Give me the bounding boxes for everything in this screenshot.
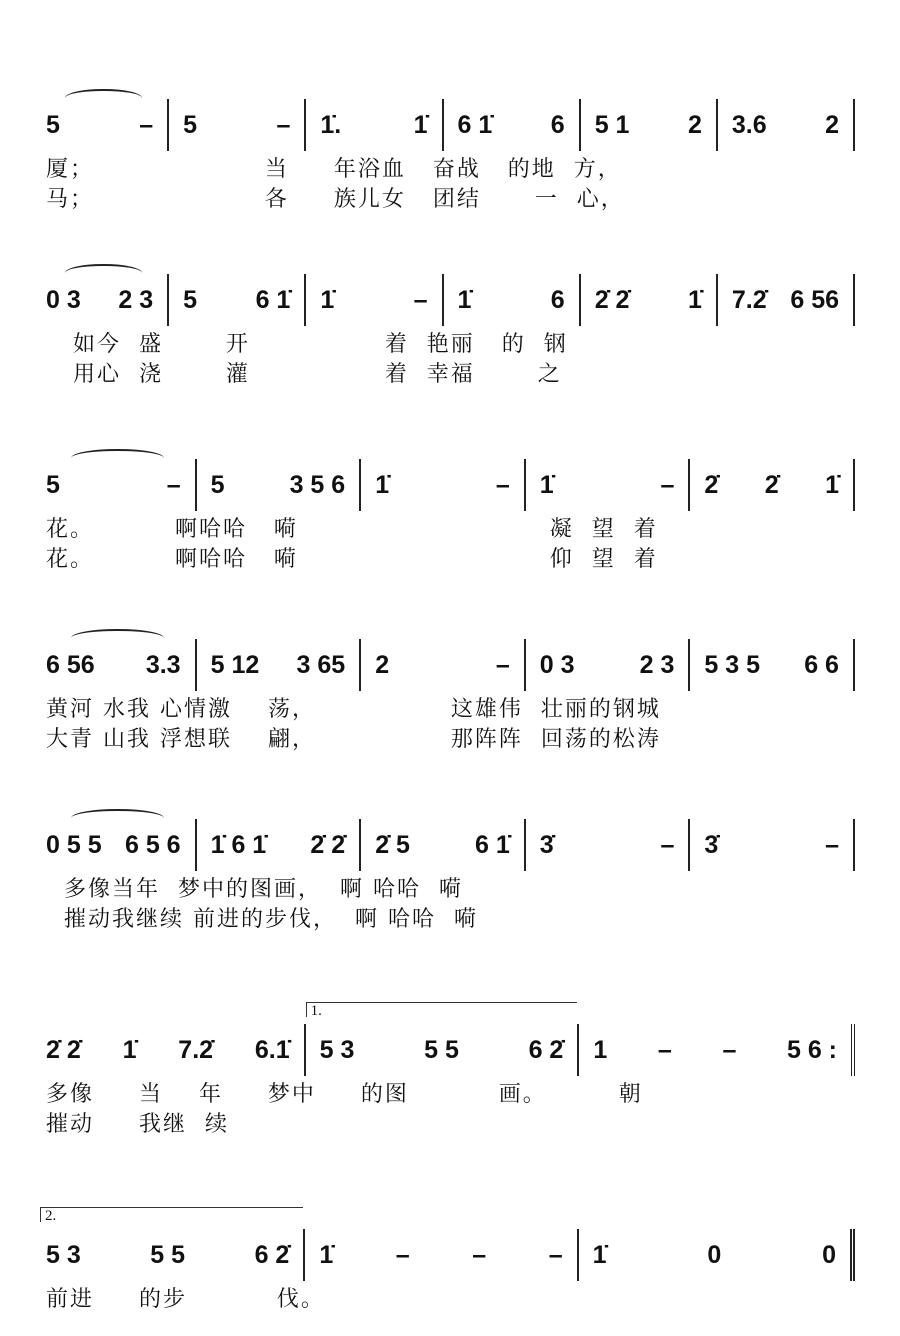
note: 1̇ — [319, 1240, 334, 1269]
measure — [197, 639, 362, 691]
measure — [305, 1229, 578, 1281]
note: 5 6 : — [786, 1035, 838, 1064]
measure — [690, 639, 855, 691]
lyric-line: 摧动我继续 前进的步伐， 啊 哈哈 嗬 — [46, 907, 478, 932]
slur — [71, 449, 164, 467]
note: 5 3 — [46, 1240, 81, 1269]
notation-line — [40, 270, 855, 330]
measure — [361, 819, 526, 871]
note: 2̇ — [764, 470, 779, 499]
measure — [718, 274, 855, 326]
note: 3 65 — [296, 650, 346, 679]
note: 2̇ 2̇ — [310, 830, 346, 859]
lyric-line: 多像当年 梦中的图画， 啊 哈哈 嗬 — [46, 877, 463, 902]
notation-line — [40, 1003, 855, 1080]
note: 2 — [825, 110, 840, 139]
note: – — [660, 830, 675, 859]
note: 6 — [550, 285, 565, 314]
note: 5 5 — [150, 1240, 186, 1269]
lyric-line: 摧动 我继 续 — [46, 1112, 229, 1137]
note: 0 5 5 — [46, 830, 102, 859]
note: – — [276, 110, 291, 139]
note: 6 2̇ — [528, 1035, 564, 1064]
measure — [718, 99, 855, 151]
note: 2 3 — [639, 650, 675, 679]
note: 1̇ 6 1̇ — [210, 830, 267, 859]
note: 5 12 — [210, 650, 260, 679]
measure — [169, 274, 306, 326]
measure — [690, 459, 855, 511]
measure — [526, 819, 691, 871]
note: 6 56 — [46, 650, 95, 679]
note: 1̇ — [539, 470, 554, 499]
measure — [40, 99, 169, 151]
measure — [40, 1024, 306, 1076]
note: – — [657, 1035, 672, 1064]
note: 1̇ — [375, 470, 390, 499]
note: – — [825, 830, 839, 859]
slur — [71, 809, 164, 827]
note: – — [548, 1240, 563, 1269]
note: 5 — [183, 110, 198, 139]
notation-line — [40, 1208, 855, 1285]
note: 3̇ — [704, 830, 719, 859]
note: 6.1̇ — [254, 1035, 290, 1064]
note: 5 1 — [594, 110, 630, 139]
measure — [169, 99, 306, 151]
measure — [579, 1024, 855, 1076]
score-system — [40, 455, 855, 575]
note: 3.6 — [731, 110, 767, 139]
measure — [40, 639, 197, 691]
note: 2̇ 2̇ — [46, 1035, 81, 1064]
note: 6 2̇ — [254, 1240, 290, 1269]
note: 5 — [46, 110, 60, 139]
slur — [65, 89, 141, 107]
measure — [581, 274, 718, 326]
lyric-line: 马； 各 族儿女 团结 一 心， — [46, 187, 625, 212]
note: 6 1̇ — [457, 110, 493, 139]
measure — [306, 274, 443, 326]
note: – — [495, 650, 510, 679]
lyric-line: 用心 浇 灌 着 幸福 之 — [46, 362, 562, 387]
measure — [40, 274, 169, 326]
volta-bracket: 1. — [306, 1002, 578, 1017]
note: – — [722, 1035, 737, 1064]
measure — [361, 459, 526, 511]
note: 5 — [183, 285, 198, 314]
measure — [197, 819, 362, 871]
measure — [40, 459, 197, 511]
score-system — [40, 1208, 855, 1315]
note: 5 5 — [424, 1035, 459, 1064]
notation-line — [40, 815, 855, 875]
measure — [306, 99, 443, 151]
note: 6 56 — [790, 285, 840, 314]
notation-line — [40, 635, 855, 695]
lyric-line: 前进 的步 伐。 — [46, 1287, 325, 1312]
note: 3̇ — [539, 830, 554, 859]
note: – — [395, 1240, 410, 1269]
measure — [197, 459, 362, 511]
slur — [71, 629, 164, 647]
note: 2 3 — [118, 285, 154, 314]
note: 1 — [593, 1035, 608, 1064]
note: – — [166, 470, 181, 499]
measure — [306, 1003, 580, 1076]
score-system — [40, 95, 855, 215]
note: 1̇ — [457, 285, 472, 314]
measure — [526, 459, 691, 511]
measure — [690, 819, 855, 871]
lyric-line: 如今 盛 开 着 艳丽 的 钢 — [46, 332, 568, 357]
lyric-line: 厦； 当 年浴血 奋战 的地 方， — [46, 157, 622, 182]
note: 3.3 — [145, 650, 181, 679]
note: 2̇ 5 — [375, 830, 410, 859]
note: 6 1̇ — [475, 830, 510, 859]
lyric-line: 花。 啊哈哈 嗬 仰 望 着 — [46, 547, 658, 572]
note: 2 — [375, 650, 390, 679]
measure — [361, 639, 526, 691]
notation-line — [40, 95, 855, 155]
note: – — [472, 1240, 487, 1269]
lyric-line: 多像 当 年 梦中 的图 画。 朝 — [46, 1082, 643, 1107]
note: 0 — [822, 1240, 836, 1269]
note: 5 — [210, 470, 225, 499]
notation-line — [40, 455, 855, 515]
note: 1̇ — [122, 1035, 137, 1064]
note: 5 3 — [319, 1035, 355, 1064]
note: 0 3 — [46, 285, 81, 314]
note: 2 — [687, 110, 702, 139]
note: 0 — [707, 1240, 722, 1269]
note: – — [413, 285, 428, 314]
slur — [65, 264, 141, 282]
measure — [444, 99, 581, 151]
score-system — [40, 815, 855, 935]
volta-bracket: 2. — [40, 1207, 303, 1222]
score-system — [40, 1003, 855, 1140]
measure — [40, 819, 197, 871]
note: 1̇. — [320, 110, 342, 139]
note: 1̇ — [320, 285, 335, 314]
note: 5 — [46, 470, 60, 499]
note: – — [139, 110, 154, 139]
note: – — [660, 470, 675, 499]
note: 0 3 — [539, 650, 575, 679]
note: – — [495, 470, 510, 499]
note: 5 3 5 — [704, 650, 760, 679]
note: 6 5 6 — [124, 830, 181, 859]
measure — [526, 639, 691, 691]
note: 2̇ 2̇ — [594, 285, 630, 314]
note: 6 6 — [804, 650, 839, 679]
note: 6 1̇ — [255, 285, 291, 314]
note: 1̇ — [413, 110, 428, 139]
note: 6 — [550, 110, 565, 139]
note: 1̇ — [825, 470, 839, 499]
measure — [444, 274, 581, 326]
lyric-line: 大青 山我 浮想联 翩， 那阵阵 回荡的松涛 — [46, 727, 661, 752]
note: 7.2̇ — [178, 1035, 214, 1064]
score-system — [40, 270, 855, 390]
score-system — [40, 635, 855, 755]
measure — [40, 1208, 305, 1281]
note: 1̇ — [592, 1240, 607, 1269]
lyric-line: 花。 啊哈哈 嗬 凝 望 着 — [46, 517, 658, 542]
lyric-line: 黄河 水我 心情激 荡， 这雄伟 壮丽的钢城 — [46, 697, 661, 722]
note: 7.2̇ — [731, 285, 767, 314]
note: 3 5 6 — [289, 470, 346, 499]
measure — [579, 1229, 855, 1281]
note: 1̇ — [687, 285, 702, 314]
measure — [581, 99, 718, 151]
note: 2̇ — [704, 470, 719, 499]
